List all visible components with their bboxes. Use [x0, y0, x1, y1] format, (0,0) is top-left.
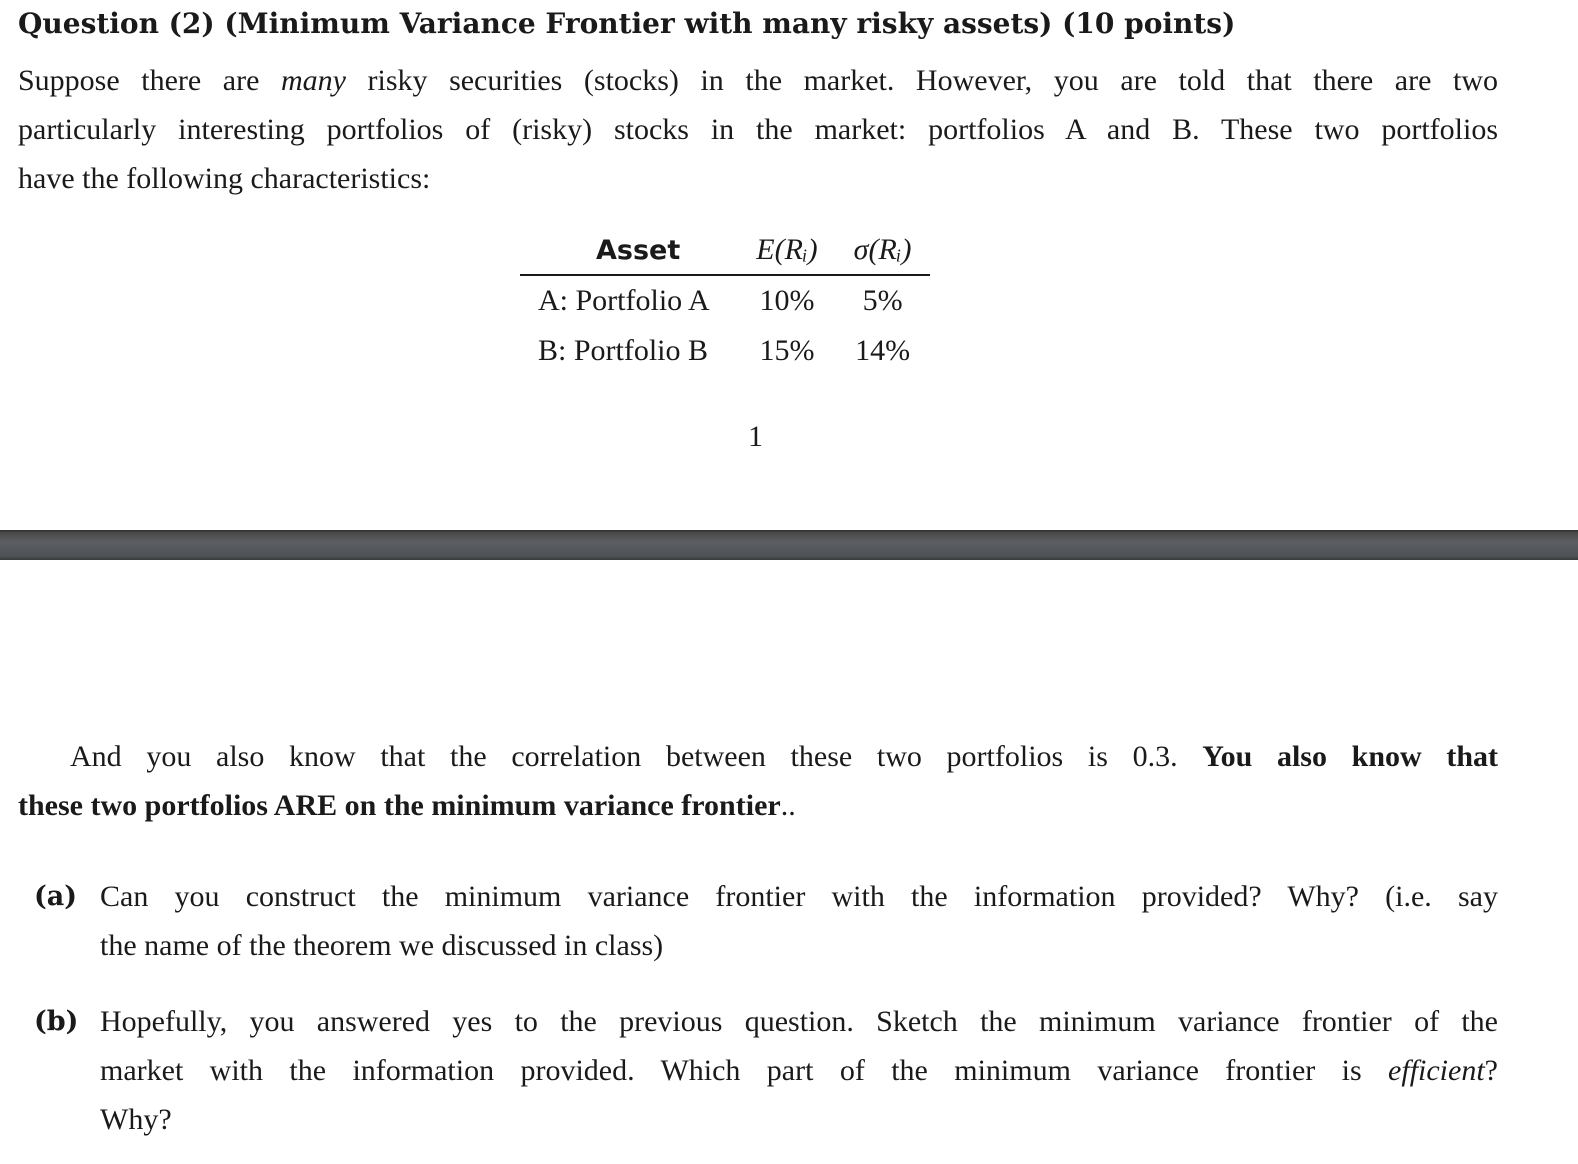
- cell-asset: B: Portfolio B: [538, 334, 709, 367]
- part-label: (b): [34, 1006, 79, 1037]
- header-expected-return: E(Rᵢ): [738, 226, 835, 275]
- page-separator: [0, 530, 1578, 560]
- portfolio-characteristics-table: [520, 226, 930, 376]
- page-number: 1: [748, 420, 763, 453]
- document-page-1: [0, 0, 1578, 530]
- cell-std-dev: 5%: [862, 284, 903, 317]
- part-a-line-1: Can you construct the minimum variance frontier with the information provided? Why? (i.e. say: [100, 880, 1498, 913]
- table-row: [520, 326, 930, 376]
- part-label: (a): [34, 881, 78, 912]
- part-a-line-2: the name of the theorem we discussed in class): [100, 929, 664, 962]
- header-std-dev: σ(Rᵢ): [836, 226, 930, 275]
- intro-line-1: Suppose there are many risky securities (stocks) in the market. However, you are told that there are two: [18, 64, 1498, 97]
- part-b-line-1: Hopefully, you answered yes to the previous question. Sketch the minimum variance frontier of the: [100, 1005, 1498, 1038]
- intro-line-2: particularly interesting portfolios of (risky) stocks in the market: portfolios A and B. These two portfolios: [18, 113, 1498, 146]
- emphasis-many: many: [280, 64, 346, 97]
- question-title: Question (2) (Minimum Variance Frontier with many risky assets) (10 points): [18, 7, 1236, 40]
- correlation-paragraph: [18, 732, 1498, 830]
- cell-asset: A: Portfolio A: [538, 284, 710, 317]
- part-b-line-2: market with the information provided. Which part of the minimum variance frontier is efficient?: [100, 1054, 1498, 1087]
- bold-statement: these two portfolios ARE on the minimum variance frontier: [18, 789, 781, 822]
- emphasis-efficient: efficient: [1388, 1054, 1485, 1087]
- correlation-line-1: And you also know that the correlation between these two portfolios is 0.3. You also know that: [70, 740, 1499, 773]
- cell-expected-return: 15%: [759, 334, 815, 367]
- table-header-row: [520, 226, 930, 275]
- cell-std-dev: 14%: [855, 334, 911, 367]
- intro-line-3: have the following characteristics:: [18, 162, 431, 195]
- intro-paragraph: [18, 56, 1498, 203]
- header-asset: Asset: [520, 226, 738, 275]
- table-row: [520, 275, 930, 326]
- cell-expected-return: 10%: [759, 284, 815, 317]
- document-page-2: [0, 560, 1578, 1164]
- bold-statement: You also know that: [1202, 740, 1499, 773]
- part-body: [100, 997, 1498, 1144]
- part-body: [100, 872, 1498, 970]
- part-b-line-3: Why?: [100, 1103, 172, 1136]
- correlation-line-2: these two portfolios ARE on the minimum variance frontier..: [18, 789, 796, 822]
